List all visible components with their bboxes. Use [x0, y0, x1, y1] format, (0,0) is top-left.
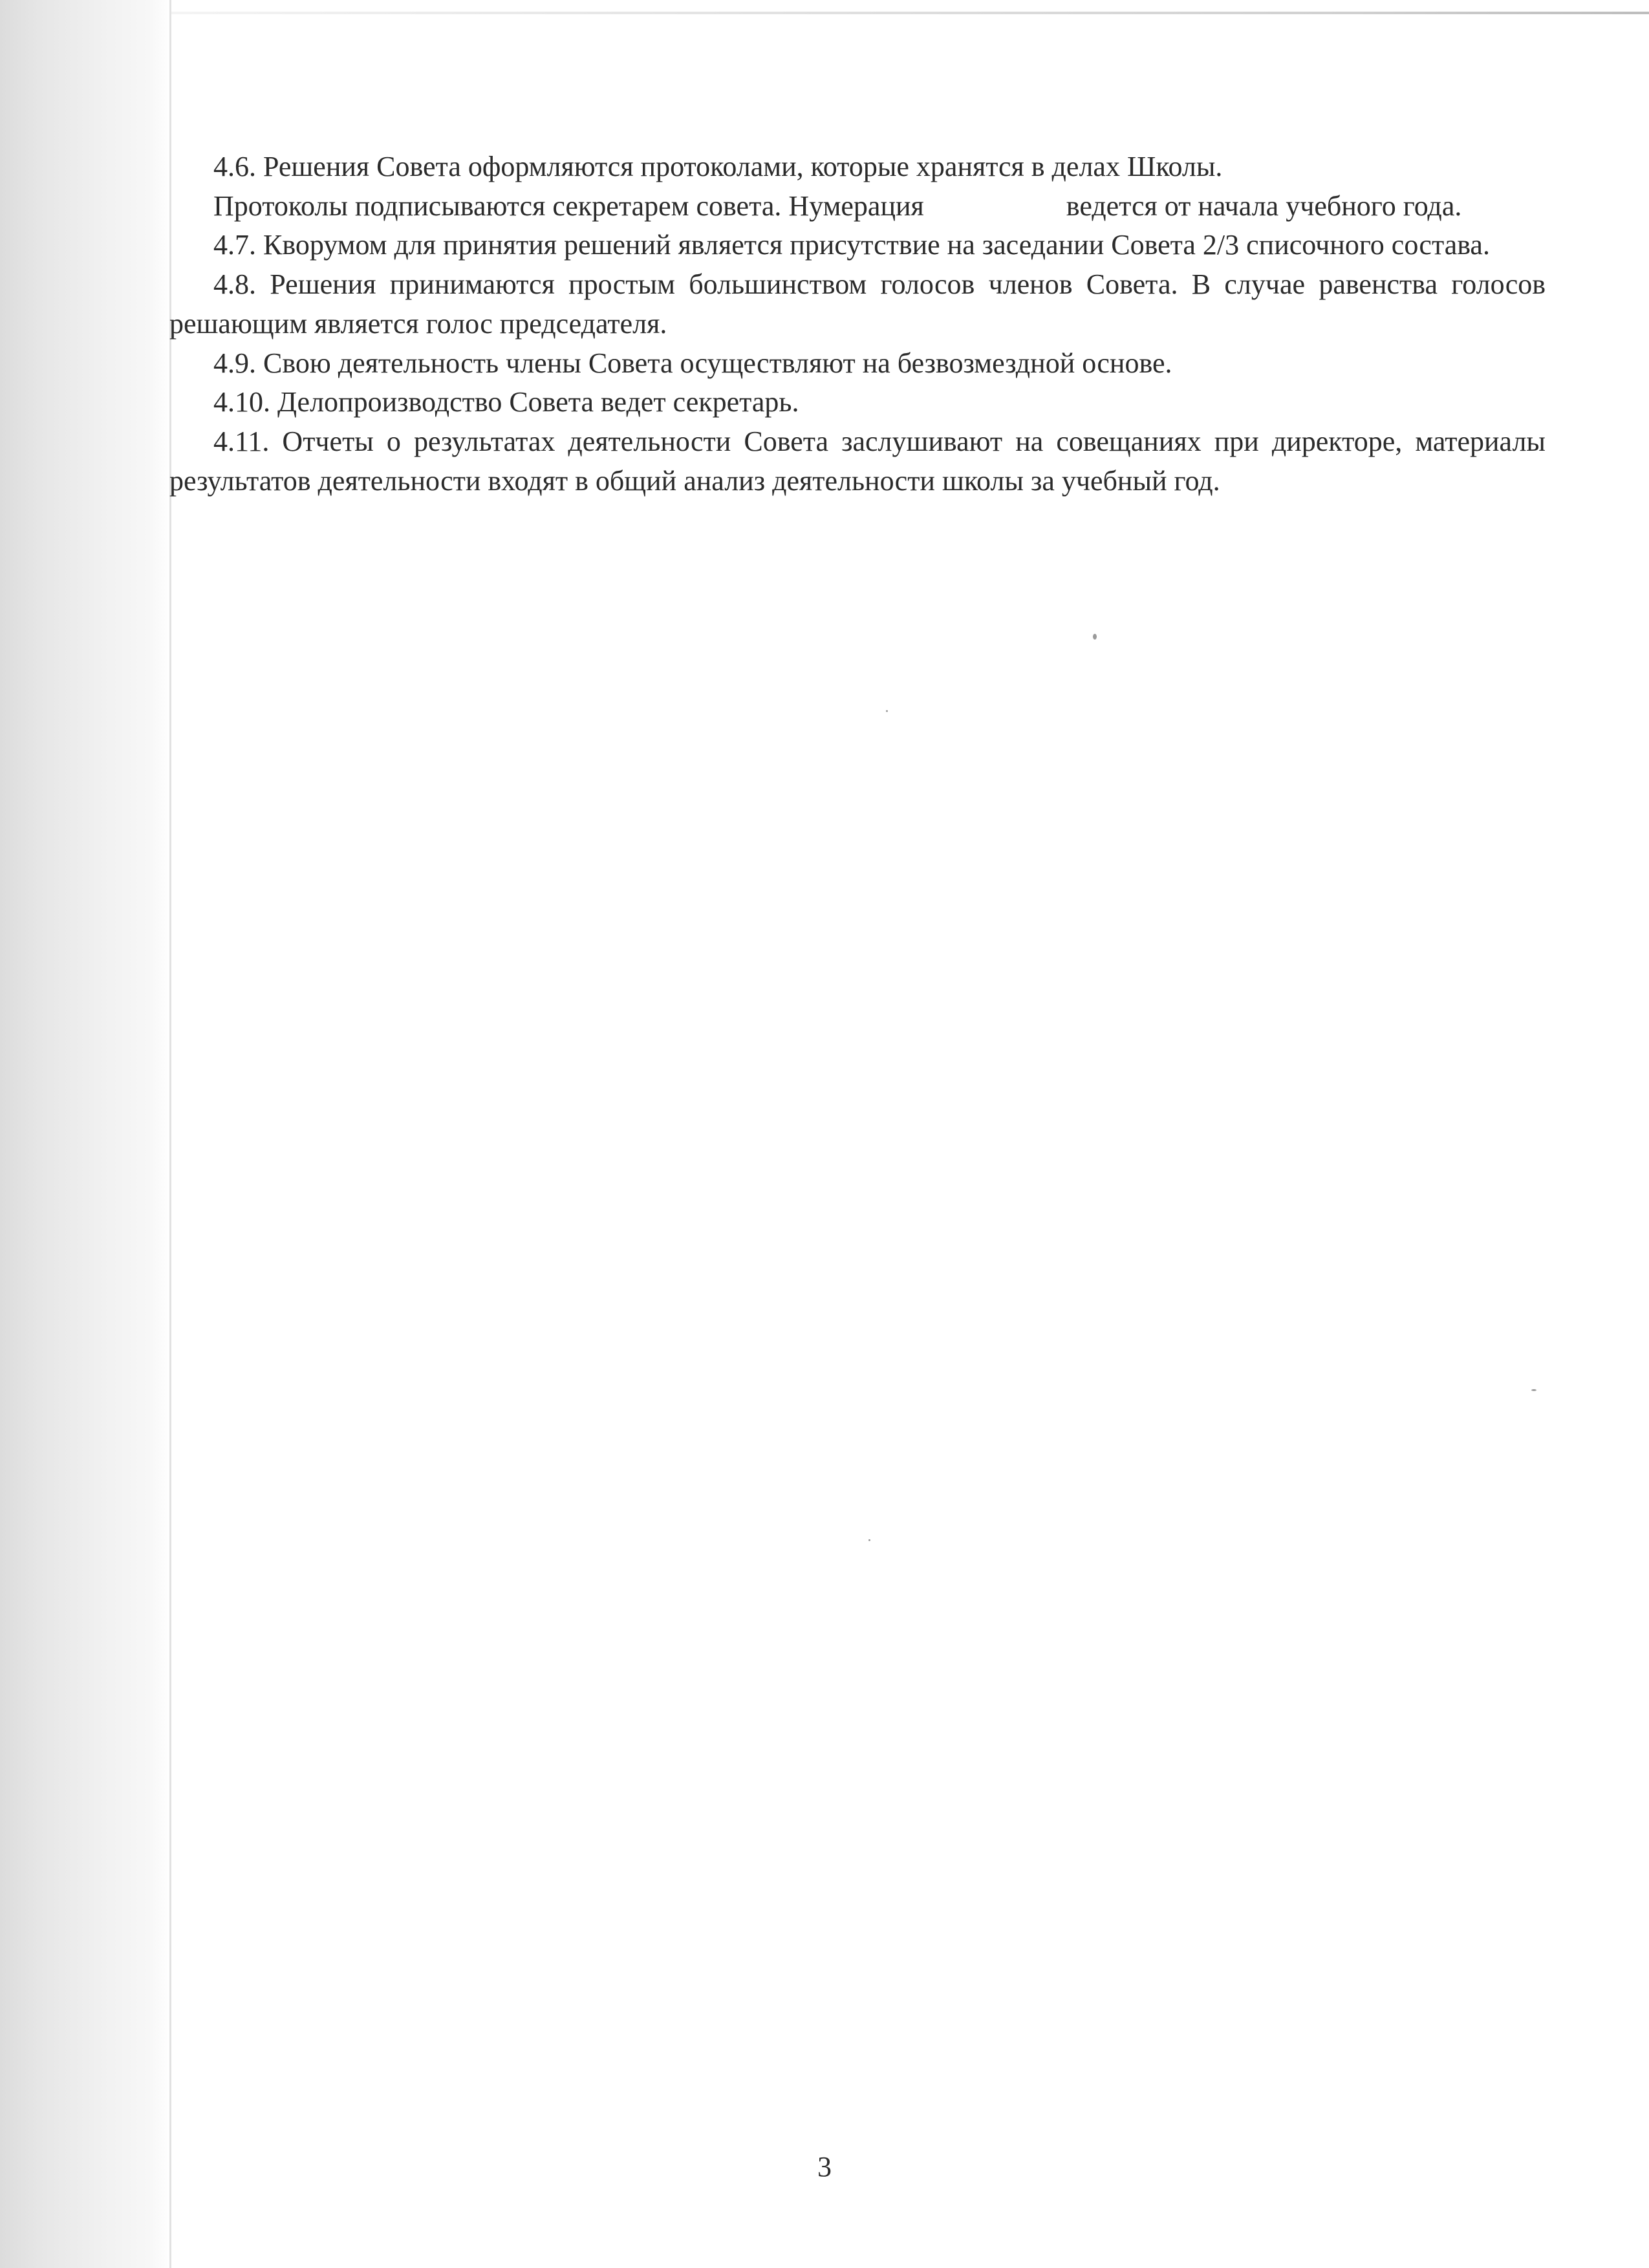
scan-speck — [886, 710, 888, 712]
page-number: 3 — [817, 2151, 832, 2183]
scan-speck — [1531, 1389, 1536, 1391]
paragraph-4-9: 4.9. Свою деятельность члены Совета осуществляют на безвозмездной основе. — [213, 347, 1172, 379]
paragraph-4-11: 4.11. Отчеты о результатах деятельности Совета заслушивают на совещаниях при директоре, материалы результатов деятельности входят в общий анализ деятельности школы за учебный год. — [169, 426, 1546, 497]
paragraph-4-10: 4.10. Делопроизводство Совета ведет секретарь. — [213, 386, 799, 418]
paragraph-4-7: 4.7. Кворумом для принятия решений является присутствие на заседании Совета 2/3 списочного состава. — [213, 229, 1490, 261]
paragraph-text-before-gap: Протоколы подписываются секретарем совета. Нумерация — [213, 189, 924, 222]
scan-speck — [1093, 634, 1097, 640]
paragraph-4-8: 4.8. Решения принимаются простым большинством голосов членов Совета. В случае равенства голосов решающим является голос председателя. — [169, 268, 1546, 340]
scan-top-edge — [171, 12, 1649, 14]
paragraph-4-6: 4.6. Решения Совета оформляются протоколами, которые хранятся в делах Школы. — [213, 151, 1223, 182]
scan-shadow — [0, 0, 171, 2268]
paragraph-text-after-gap: ведется от начала учебного года. — [1066, 189, 1462, 222]
paragraph-4-6-protocols — [169, 187, 1546, 226]
document-body — [169, 147, 1546, 501]
scan-speck — [868, 1539, 870, 1541]
